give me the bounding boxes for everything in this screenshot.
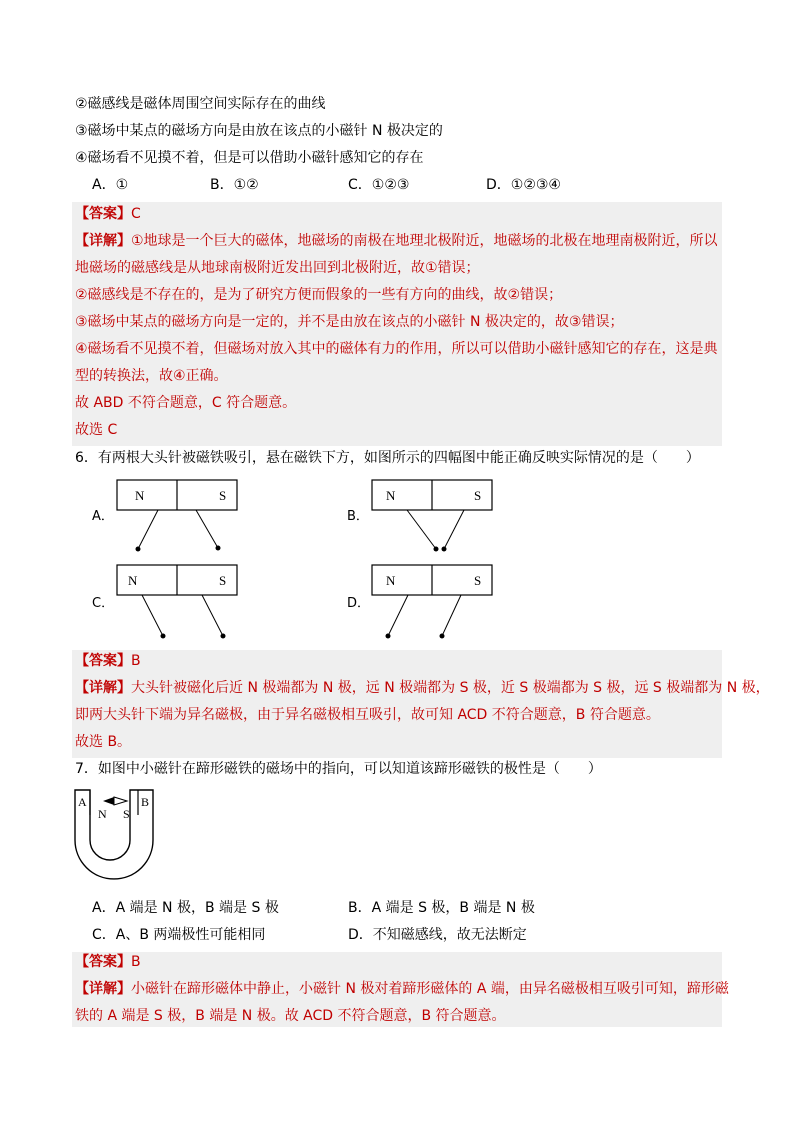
pole-n-label: N bbox=[135, 488, 145, 503]
q6-detail-line bbox=[75, 678, 770, 698]
q7-option-c: C．A、B 两端极性可能相同 bbox=[92, 927, 266, 943]
q6-option-label-a: A． bbox=[92, 509, 114, 524]
q6-option-label-c: C． bbox=[92, 596, 115, 611]
q7-detail-line: 铁的 A 端是 S 极，B 端是 N 极。故 ACD 不符合题意，B 符合题意。 bbox=[75, 1008, 506, 1024]
q5-detail-line: ②磁感线是不存在的，是为了研究方便而假象的一些有方向的曲线，故②错误； bbox=[75, 287, 563, 303]
q7-answer bbox=[75, 952, 141, 972]
q5-detail-line: 故选 C bbox=[75, 422, 118, 438]
detail-tag: 【详解】 bbox=[75, 981, 131, 997]
pole-s-label: S bbox=[474, 488, 482, 503]
q6-answer-box bbox=[72, 650, 722, 758]
statement-2: ②磁感线是磁体周围空间实际存在的曲线 bbox=[75, 96, 326, 112]
q5-option-b: B．①② bbox=[210, 177, 259, 193]
q5-option-a: A．① bbox=[92, 177, 129, 193]
q7-option-a: A．A 端是 N 极，B 端是 S 极 bbox=[92, 900, 279, 916]
pole-n-label: N bbox=[386, 573, 396, 588]
magnet-figure-d bbox=[372, 565, 492, 639]
answer-value: C bbox=[131, 206, 141, 222]
pole-s-label: S bbox=[474, 573, 482, 588]
pole-n-label: N bbox=[128, 573, 138, 588]
magnet-figure-c bbox=[117, 565, 237, 639]
q5-option-c: C．①②③ bbox=[348, 177, 410, 193]
q5-option-d: D．①②③④ bbox=[486, 177, 561, 193]
q5-detail-line: 型的转换法，故④正确。 bbox=[75, 368, 228, 384]
q7-question: 7．如图中小磁针在蹄形磁铁的磁场中的指向，可以知道该蹄形磁铁的极性是（ ） bbox=[75, 761, 602, 777]
q7-option-d: D．不知磁感线，故无法断定 bbox=[348, 927, 527, 943]
detail-tag: 【详解】 bbox=[75, 233, 131, 249]
horseshoe-magnet-figure bbox=[75, 790, 153, 879]
detail-text: 大头针被磁化后近 N 极端都为 N 极，远 N 极端都为 S 极，近 S 极端都为 S 极，远 S 极端都为 N 极， bbox=[131, 680, 770, 696]
q5-detail-line: 故 ABD 不符合题意，C 符合题意。 bbox=[75, 395, 297, 411]
q7-option-b: B．A 端是 S 极，B 端是 N 极 bbox=[348, 900, 535, 916]
answer-tag: 【答案】 bbox=[75, 653, 131, 669]
pole-s-label: S bbox=[219, 573, 227, 588]
answer-tag: 【答案】 bbox=[75, 206, 131, 222]
q7-detail-line bbox=[75, 979, 729, 999]
q6-detail-line: 故选 B。 bbox=[75, 734, 132, 750]
pole-s-label: S bbox=[219, 488, 227, 503]
pole-n-label: N bbox=[386, 488, 396, 503]
answer-tag: 【答案】 bbox=[75, 954, 131, 970]
q6-question: 6．有两根大头针被磁铁吸引，悬在磁铁下方，如图所示的四幅图中能正确反映实际情况的是（ ） bbox=[75, 450, 700, 466]
magnet-figure-b bbox=[372, 480, 492, 552]
needle-s-label: S bbox=[123, 807, 130, 821]
q6-option-label-d: D． bbox=[347, 596, 371, 611]
q5-detail-line: 地磁场的磁感线是从地球南极附近发出回到北极附近，故①错误； bbox=[75, 260, 480, 276]
end-a-label: A bbox=[78, 795, 87, 809]
statement-3: ③磁场中某点的磁场方向是由放在该点的小磁针 N 极决定的 bbox=[75, 123, 443, 139]
detail-tag: 【详解】 bbox=[75, 680, 131, 696]
magnet-figure-a bbox=[117, 480, 237, 552]
q6-detail-line: 即两大头针下端为异名磁极，由于异名磁极相互吸引，故可知 ACD 不符合题意，B 符合题意。 bbox=[75, 707, 660, 723]
answer-value: B bbox=[131, 954, 141, 970]
needle-n-label: N bbox=[98, 807, 107, 821]
q6-answer bbox=[75, 651, 141, 671]
end-b-label: B bbox=[141, 795, 150, 809]
q6-option-label-b: B． bbox=[347, 509, 369, 524]
q5-detail-line: ③磁场中某点的磁场方向是一定的，并不是由放在该点的小磁针 N 极决定的，故③错误； bbox=[75, 314, 624, 330]
detail-text: ①地球是一个巨大的磁体，地磁场的南极在地理北极附近，地磁场的北极在地理南极附近，所以 bbox=[131, 233, 718, 249]
answer-value: B bbox=[131, 653, 141, 669]
needle-s-half bbox=[114, 797, 127, 805]
needle-n-half bbox=[103, 797, 114, 805]
statement-4: ④磁场看不见摸不着，但是可以借助小磁针感知它的存在 bbox=[75, 150, 424, 166]
detail-text: 小磁针在蹄形磁体中静止，小磁针 N 极对着蹄形磁体的 A 端，由异名磁极相互吸引可知，蹄形磁 bbox=[131, 981, 729, 997]
q5-detail-line: ④磁场看不见摸不着，但磁场对放入其中的磁体有力的作用，所以可以借助小磁针感知它的存在，这是典 bbox=[75, 341, 718, 357]
